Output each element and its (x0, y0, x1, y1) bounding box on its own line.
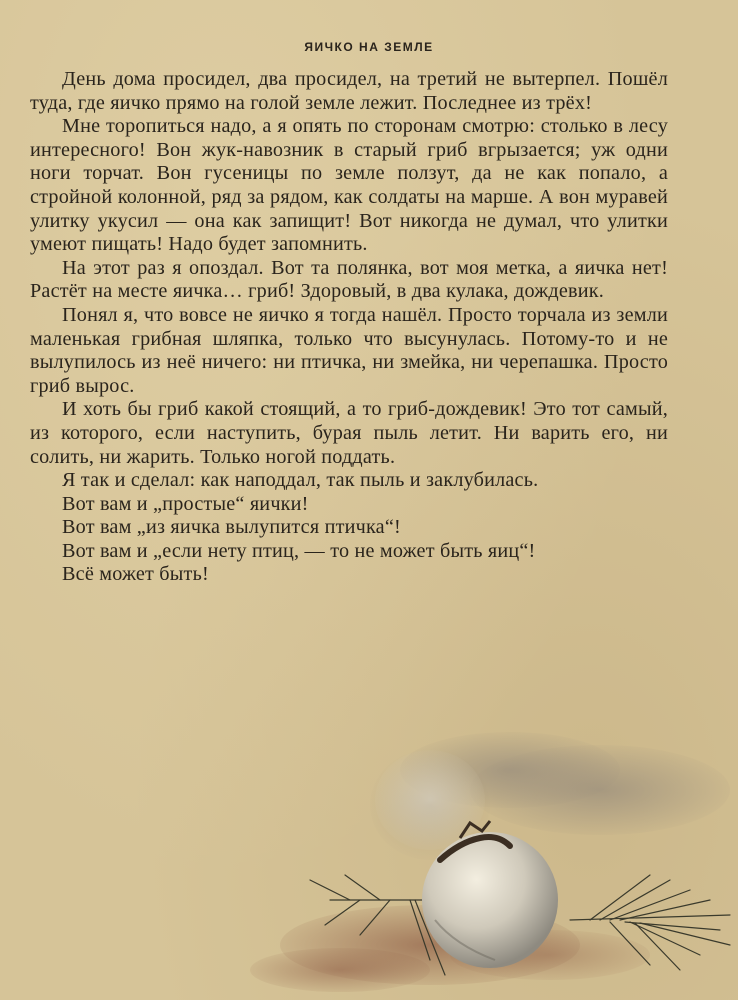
paragraph-6: Я так и сделал: как наподдал, так пыль и заклубилась. (62, 469, 539, 492)
puffball-illustration (230, 730, 738, 1000)
paragraph-4: Понял я, что вовсе не яичко я тогда нашёл. Просто торчала из земли маленькая грибная шляпка, только что высунулась. Потому-то и не вылупилось из неё ничего: ни птичка, ни змейка, ни черепашка. Просто гриб вырос. (30, 303, 668, 397)
paragraph-2: Мне торопиться надо, а я опять по сторонам смотрю: столько в лесу интересного! Вон жук-навозник в старый гриб вгрызается; уж одни ноги торчат. Вон гусеницы по земле ползут, да не как попало, а стройной колонной, ряд за рядом, как солдаты на марше. А вон муравей улитку укусил — она как запищит! Вот никогда не думал, что улитки умеют пищать! Надо будет запомнить. (30, 115, 668, 256)
paragraph-8: Вот вам „из яичка вылупится птичка“! (62, 516, 401, 539)
paragraph-10: Всё может быть! (62, 563, 209, 586)
paragraph-9: Вот вам и „если нету птиц, — то не может быть яиц“! (62, 539, 536, 562)
paragraph-5: И хоть бы гриб какой стоящий, а то гриб-дождевик! Это тот самый, из которого, если наступить, бурая пыль летит. Ни варить его, ни солить, ни жарить. Только ногой поддать. (30, 398, 668, 468)
body-text (30, 68, 668, 587)
paragraph-7: Вот вам и „простые“ яички! (62, 492, 309, 515)
paragraph-3: На этот раз я опоздал. Вот та полянка, вот моя метка, а яичка нет! Растёт на месте яичка… гриб! Здоровый, в два кулака, дождевик. (30, 256, 668, 303)
dust-cloud (370, 732, 730, 860)
paragraph-1: День дома просидел, два просидел, на третий не вытерпел. Пошёл туда, где яичко прямо на голой земле лежит. Последнее из трёх! (30, 68, 668, 114)
chapter-title: ЯИЧКО НА ЗЕМЛЕ (304, 40, 434, 54)
